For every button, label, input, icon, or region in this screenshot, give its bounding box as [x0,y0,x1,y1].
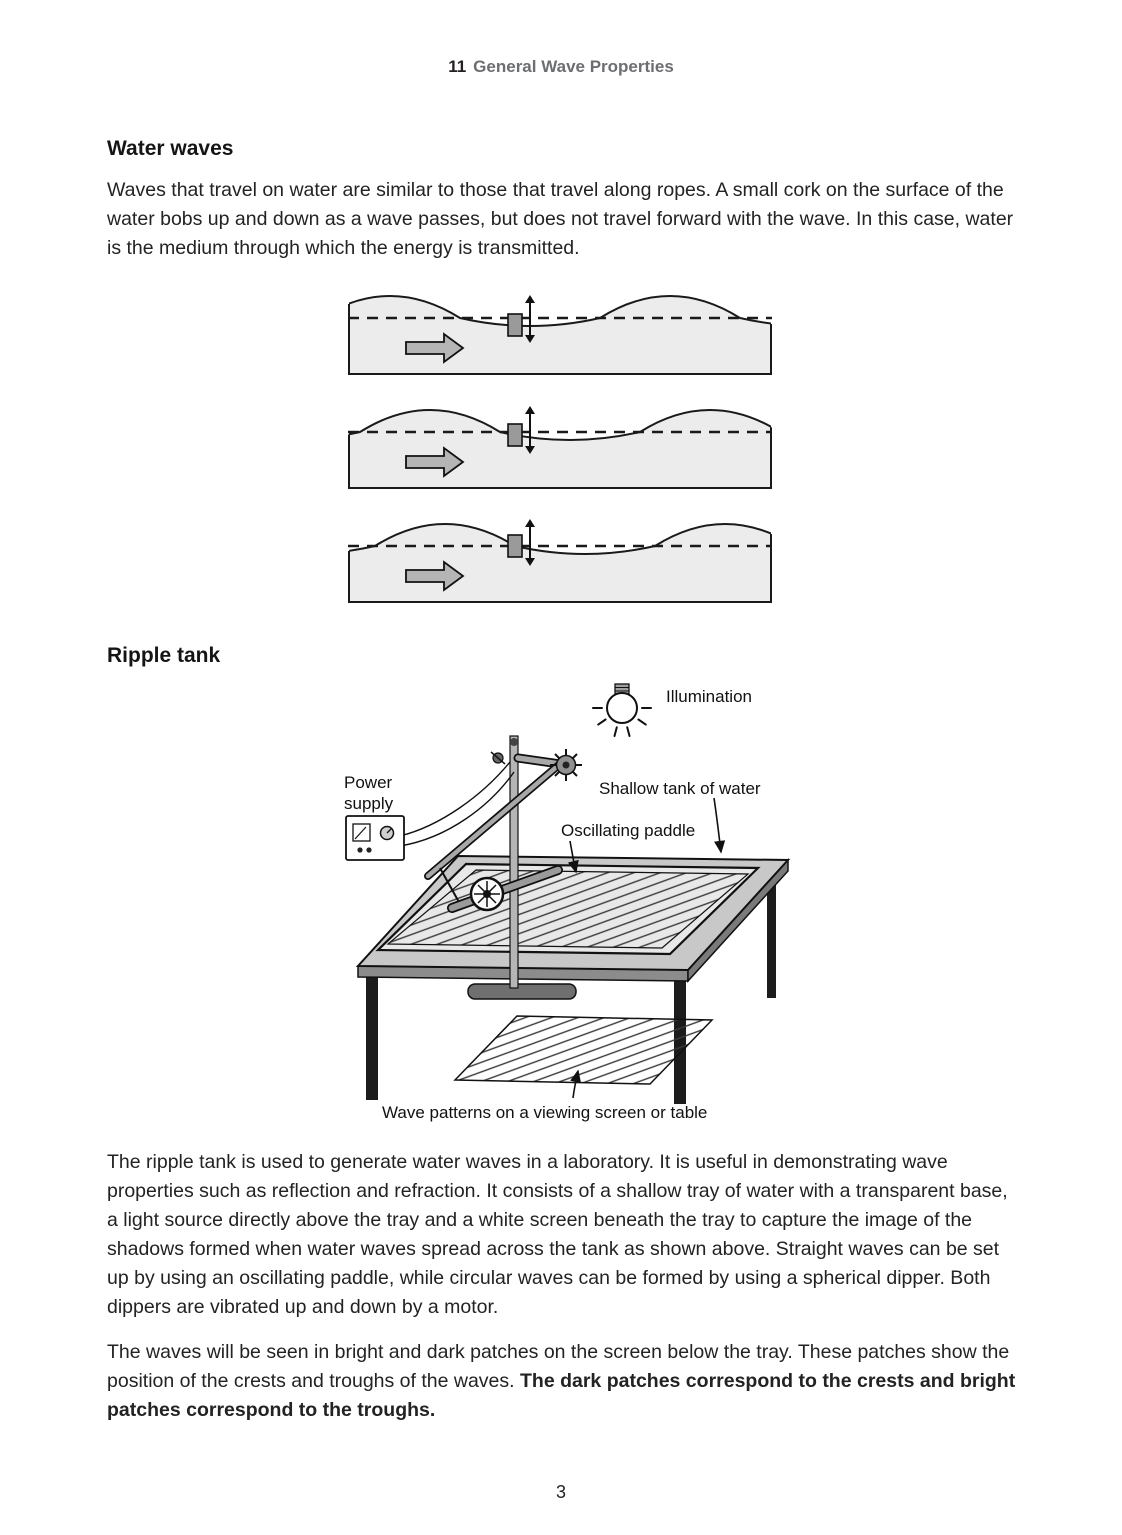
patches-paragraph [107,1338,1019,1425]
water-waves-heading: Water waves [107,137,234,160]
illumination-label: Illumination [666,687,752,706]
water-body [348,410,772,488]
chapter-number: 11 [448,57,467,76]
oscillating-paddle-label: Oscillating paddle [561,821,696,840]
water-wave-snapshot-1 [348,288,772,376]
patches-paragraph-normal: The waves will be seen in bright and dark patches on the screen below the tray. These patches show the position of the crests and troughs of the waves. [107,1341,1010,1392]
patches-paragraph-bold: The dark patches correspond to the crests and bright patches correspond to the troughs. [107,1370,1016,1421]
ripple-tank-diagram [340,678,800,1126]
water-waves-paragraph: Waves that travel on water are similar to those that travel along ropes. A small cork on the surface of the water bobs up and down as a wave passes, but does not travel forward with the wave. In this case, water is the medium through which the energy is transmitted. [107,179,1014,259]
chapter-title: General Wave Properties [473,57,674,76]
pulley-icon [550,749,582,781]
water-body [348,296,772,374]
power-supply-label: Power supply [344,773,394,814]
cork [508,535,522,557]
vibrator-wheel-icon [471,878,503,910]
water-wave-snapshot-2 [348,402,772,490]
ripple-tank-figure [340,678,800,1126]
page-number: 3 [555,1482,566,1502]
water-wave-figure [348,288,772,630]
running-header [0,57,1122,77]
viewing-screen [455,1016,712,1084]
screen-caption-label: Wave patterns on a viewing screen or table [382,1103,708,1122]
power-supply-box [346,816,404,860]
water-wave-snapshot-3 [348,516,772,604]
shallow-tank-label: Shallow tank of water [599,779,761,798]
cork-with-motion-arrow [508,295,535,343]
cork-with-motion-arrow [508,406,535,454]
power-wires [400,762,514,846]
cork [508,424,522,446]
shallow-tank-arrow [714,798,721,852]
ripple-tank-paragraph: The ripple tank is used to generate water waves in a laboratory. It is useful in demonstrating wave properties such as reflection and refraction. It consists of a shallow tray of water with a transparent base, a light source directly above the tray and a white screen beneath the tray to capture the image of the shadows formed when water waves spread across the tank as shown above. Straight waves can be set up by using an oscillating paddle, while circular waves can be formed by using a spherical dipper. Both dippers are vibrated up and down by a motor. [107,1151,1008,1318]
ripple-tank-heading: Ripple tank [107,644,221,667]
light-bulb-icon [593,684,651,736]
water-body [348,524,772,602]
cork [508,314,522,336]
